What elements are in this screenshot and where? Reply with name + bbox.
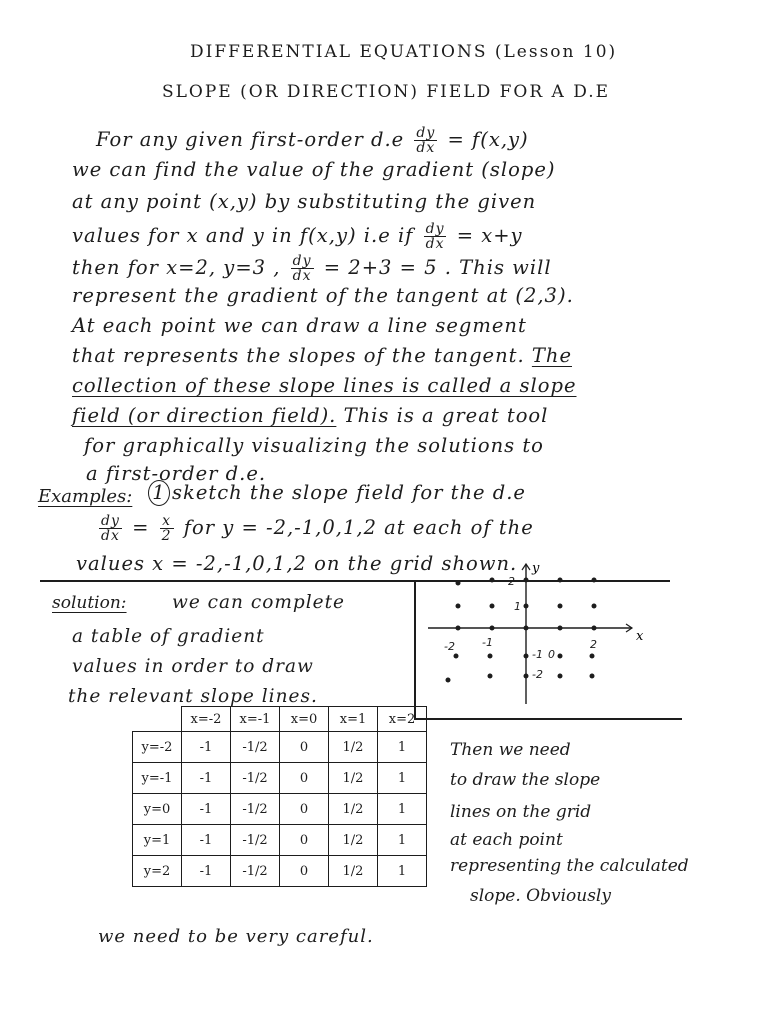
y-tick-label: 2 [508,575,515,588]
table-cell: 0 [280,825,329,856]
grid-point [592,626,597,631]
example-line-2: $\frac{dy}{dx}$ = $\frac{x}{2}$ for y = -2,-1,0,1,2 at each of the [101,513,534,544]
column-header: x=2 [378,707,427,732]
page-subtitle: SLOPE (OR DIRECTION) FIELD FOR A D.E [162,82,611,102]
table-cell: 1/2 [329,763,378,794]
note-line-3: lines on the grid [450,802,592,822]
solution-line-4: the relevant slope lines. [68,686,318,707]
table-cell: 1/2 [329,732,378,763]
row-header: y=2 [133,856,182,887]
dy-dx-fraction: $\frac{dy}{dx}$ [292,253,312,284]
table-row [133,732,427,763]
row-header: y=-1 [133,763,182,794]
grid-point [558,604,563,609]
table-row [133,794,427,825]
grid-point [456,626,461,631]
grid-point [488,654,493,659]
grid-divider [414,718,682,720]
grid-point [456,581,461,586]
row-header: y=-2 [133,732,182,763]
y-tick-label: -1 [532,648,543,661]
x-tick-label: -1 [482,636,493,649]
solution-line-3: values in order to draw [72,656,314,677]
table-cell: 0 [280,856,329,887]
dy-dx-fraction: $\frac{dy}{dx}$ [101,513,120,544]
column-header: x=-1 [231,707,280,732]
column-header: x=0 [280,707,329,732]
row-header: y=0 [133,794,182,825]
grid-point [524,674,529,679]
grid-point [490,626,495,631]
intro-line-7: At each point we can draw a line segment [72,314,527,337]
table-cell: -1 [182,825,231,856]
table-cell: 1 [378,825,427,856]
table-cell: -1/2 [231,794,280,825]
page-title: DIFFERENTIAL EQUATIONS (Lesson 10) [190,42,618,62]
grid-point [524,578,529,583]
grid-point [490,578,495,583]
table-row [133,856,427,887]
table-cell: -1/2 [231,732,280,763]
grid-point [454,654,459,659]
table-cell: -1 [182,794,231,825]
origin-label: 0 [548,648,555,661]
y-axis-label: y [532,561,540,576]
dy-dx-fraction: $\frac{dy}{dx}$ [416,125,436,156]
table-cell: -1 [182,763,231,794]
table-row [133,825,427,856]
intro-line-11: for graphically visualizing the solutions to [84,434,544,457]
table-cell: 1/2 [329,794,378,825]
grid-point [558,674,563,679]
solution-line-1: we can complete [172,592,345,613]
grid-point [446,678,451,683]
solution-label: solution: [52,593,127,613]
x-over-2-fraction: $\frac{x}{2}$ [161,513,172,544]
y-tick-label: -2 [532,668,543,681]
grid-points [446,578,597,683]
table-cell: -1/2 [231,763,280,794]
example-line-3: values x = -2,-1,0,1,2 on the grid shown. [76,552,518,575]
table-cell: 1 [378,794,427,825]
solution-divider-vertical [414,580,416,720]
table-cell: 0 [280,732,329,763]
intro-line-5: then for x=2, y=3 , $\frac{dy}{dx}$ = 2+3 = 5 . This will [72,253,552,284]
intro-line-12: a first-order d.e. [86,462,267,485]
table-cell: -1/2 [231,856,280,887]
x-axis-label: x [636,629,644,644]
grid-point [524,604,529,609]
closing-line: we need to be very careful. [98,926,374,947]
y-tick-label: 1 [514,600,521,613]
column-header: x=1 [329,707,378,732]
solution-line-2: a table of gradient [72,626,265,647]
intro-line-4: values for x and y in f(x,y) i.e if $\frac{dy}{dx}$ = x+y [72,221,523,252]
gradient-table [132,706,427,887]
x-tick-label: -2 [444,640,455,653]
intro-line-2: we can find the value of the gradient (slope) [72,158,556,181]
intro-line-10: field (or direction field). This is a great tool [72,404,549,427]
grid-point [488,674,493,679]
table-cell: 0 [280,763,329,794]
row-header: y=1 [133,825,182,856]
grid-point [590,674,595,679]
note-line-5: representing the calculated [450,856,689,876]
dy-dx-fraction: $\frac{dy}{dx}$ [425,221,445,252]
example-line-1: 1 sketch the slope field for the d.e [148,480,526,506]
table-cell: 1 [378,732,427,763]
table-row [133,763,427,794]
grid-point [590,654,595,659]
intro-line-9: collection of these slope lines is called a slope [72,374,577,397]
note-line-1: Then we need [450,740,571,760]
intro-line-3: at any point (x,y) by substituting the given [72,190,537,213]
grid-point [558,578,563,583]
table-cell: -1 [182,732,231,763]
slope-grid-sketch [420,560,650,710]
table-corner [133,707,182,732]
table-cell: -1 [182,856,231,887]
grid-point [524,654,529,659]
column-header: x=-2 [182,707,231,732]
x-tick-label: 2 [590,638,597,651]
table-cell: 1 [378,856,427,887]
note-line-2: to draw the slope [450,770,601,790]
note-line-4: at each point [450,830,563,850]
intro-line-8: that represents the slopes of the tangent. The [72,344,572,367]
example-number-badge: 1 [148,480,170,506]
grid-point [524,626,529,631]
grid-point [592,578,597,583]
intro-line-1: For any given first-order d.e $\frac{dy}{dx}$ = f(x,y) [96,125,529,156]
table-cell: 1/2 [329,825,378,856]
grid-point [490,604,495,609]
table-cell: 0 [280,794,329,825]
grid-point [592,604,597,609]
grid-point [558,654,563,659]
table-cell: 1 [378,763,427,794]
note-line-6: slope. Obviously [470,886,611,906]
grid-point [456,604,461,609]
intro-line-6: represent the gradient of the tangent at (2,3). [72,284,574,307]
examples-label: Examples: [38,486,133,507]
table-cell: 1/2 [329,856,378,887]
table-header-row [133,707,427,732]
table-cell: -1/2 [231,825,280,856]
grid-point [558,626,563,631]
